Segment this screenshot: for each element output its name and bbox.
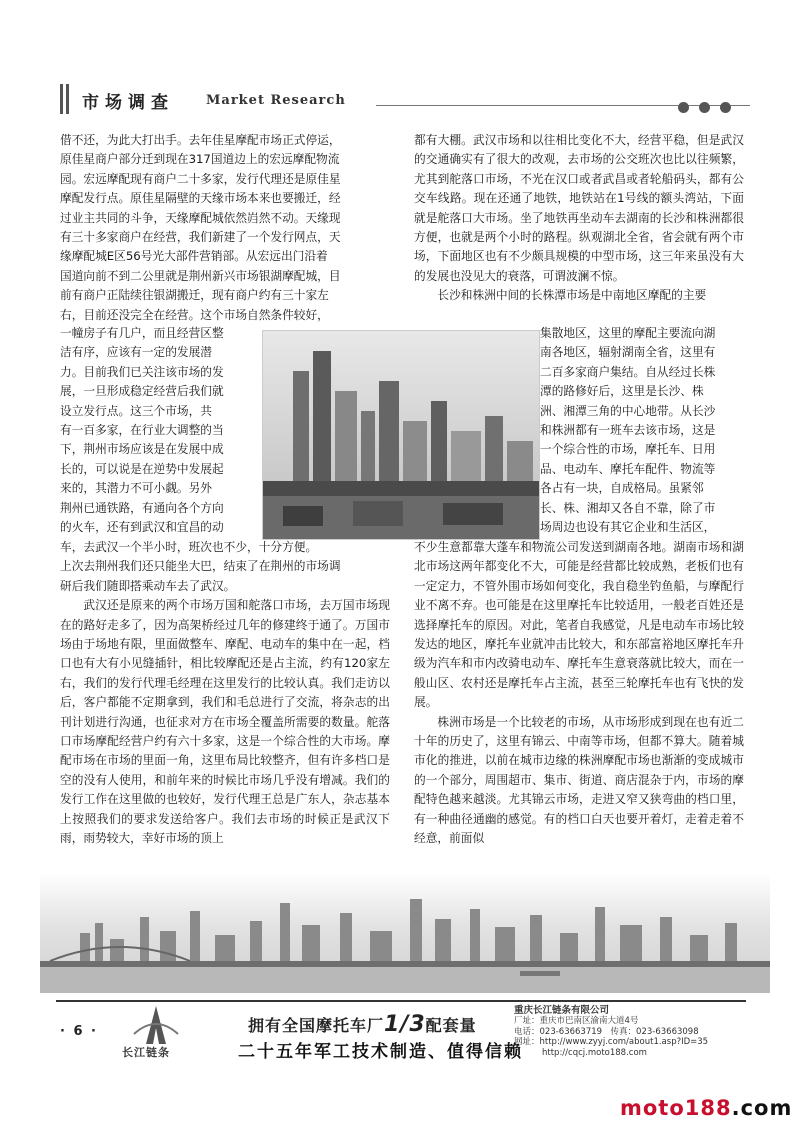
section-title-en: Market Research	[206, 93, 346, 108]
right-column-bottom	[414, 538, 744, 849]
page-number: · 6 ·	[60, 1024, 98, 1039]
text-line: 和株洲都有一班车去该市场，这是	[540, 423, 716, 438]
text-line: 长的，可以说是在逆势中发展起	[60, 461, 224, 476]
text-line: 洁有序，应该有一定的发展潜	[60, 345, 212, 360]
text-line: 荆州已通铁路，有通向各个方向	[60, 500, 224, 515]
text-line: 摩配发行点。原佳星隔壁的天缘市场本来也要搬迁，经	[60, 191, 341, 206]
page-header	[60, 82, 750, 122]
left-column-top	[60, 131, 390, 325]
text-line: 国道向前不到二公里就是荆州新兴市场银湖摩配城，目	[60, 268, 341, 283]
company-website-2: http://cqcj.moto188.com	[542, 1047, 647, 1058]
text-line: 缘摩配城E区56号光大部件营销部。从宏远出门沿着	[60, 249, 328, 264]
city-skyline-photo	[262, 330, 540, 540]
text-line: 有三十多家商户在经营，我们新建了一个发行网点，天	[60, 230, 341, 245]
company-info	[514, 1006, 744, 1058]
text-line: 前有商户正陆续往银湖搬迁，现有商户约有三十家左	[60, 288, 329, 303]
paragraph-changzhutan-first: 长沙和株洲中间的长株潭市场是中南地区摩配的主要	[437, 288, 707, 303]
text-line: 长、株、湘却又各自不靠，除了市	[540, 500, 716, 515]
slogan-fraction: 1/3	[384, 1012, 426, 1037]
text-line: 园。宏远摩配现有商户二十多家，发行代理还是原佳星	[60, 171, 341, 186]
text-line: 上次去荆州我们还只能坐大巴，结束了在荆州的市场调	[60, 559, 341, 574]
text-line: 车，去武汉一个半小时，班次也不少，十分方便。	[60, 540, 318, 554]
text-line: 的火车，还有到武汉和宜昌的动	[60, 520, 224, 535]
header-dots-decoration	[678, 98, 741, 117]
section-title-cn: 市场调查	[82, 93, 174, 113]
watermark-red: moto188	[620, 1096, 732, 1120]
left-column-wrap	[60, 324, 266, 537]
header-bars-decoration	[60, 84, 74, 114]
watermark-black: .com	[731, 1096, 793, 1120]
ad-slogan-line1	[248, 1012, 477, 1037]
text-line: 展，一旦形成稳定经营后我们就	[60, 384, 224, 399]
text-line: 集散地区，这里的摩配主要流向湖	[540, 326, 716, 340]
text-line: 右，目前还没完全在经营。这个市场自然条件较好，	[60, 307, 329, 322]
company-website: 网址：http://www.zyyj.com/about1.asp?ID=35	[514, 1037, 709, 1048]
city-skyline-image	[263, 331, 540, 540]
paragraph-changzhutan-rest: 不少生意都靠大蓬车和物流公司发送到湖南各地。湖南市场和湖北市场这两年都变化不大，可能是经营都比较成熟，老板们也有一定定力，不管外围市场如何变化，我自稳坐钓鱼船，与摩配行业不离不弃。也可能是在这里摩托车比较适用，一般老百姓还是选择摩托车的原因。对此，笔者自我感觉，凡是电动车市场比较发达的地区，摩托车业就冲击比较大，和东部富裕地区摩托车升级为汽车和市内改骑电动车、摩托车生意衰落就比较大，而在一般山区、农村还是摩托车占主流，甚至三轮摩托车也有飞快的发展。	[414, 540, 744, 710]
ad-slogan-line2: 二十五年军工技术制造、值得信赖	[238, 1042, 523, 1062]
text-line: 一个综合性的市场，摩托车、日用	[540, 442, 716, 457]
company-name: 重庆长江链条有限公司	[514, 1005, 610, 1016]
text-line: 原佳星商户部分迁到现在317国道边上的宏远摩配物流	[60, 152, 340, 167]
logo-emblem-icon	[120, 1004, 192, 1048]
site-watermark	[620, 1096, 792, 1120]
text-line: 研后我们随即搭乘动车去了武汉。	[60, 578, 236, 593]
logo-text: 长江链条	[122, 1046, 170, 1059]
text-line: 南各地区，辐射湖南全省，这里有	[540, 345, 716, 360]
right-column-wrap	[540, 324, 744, 537]
text-line: 各占有一块，自成格局。虽紧邻	[540, 481, 704, 496]
text-line: 力。目前我们已关注该市场的发	[60, 364, 224, 379]
text-line: 设立发行点。这三个市场，共	[60, 403, 212, 418]
company-phone: 电话：023-63663719 传真：023-63663098	[514, 1026, 699, 1037]
text-line: 借不还，为此大打出手。去年佳星摩配市场正式停运，	[60, 133, 341, 147]
text-line: 场周边也设有其它企业和生活区，	[540, 520, 716, 535]
text-line: 潭的路修好后，这里是长沙、株	[540, 384, 704, 399]
text-line: 过业主共同的斗争，天缘摩配城依然岿然不动。天缘现	[60, 210, 341, 225]
text-line: 二百多家商户集结。自从经过长株	[540, 364, 716, 379]
text-line: 一幢房子有几户，而且经营区整	[60, 326, 224, 340]
text-line: 来的，其潜力不可小觑。另外	[60, 481, 212, 496]
text-line: 下，荆州市场应该是在发展中成	[60, 442, 224, 457]
text-line: 有一百多家，在行业大调整的当	[60, 423, 224, 438]
slogan-post: 配套量	[425, 1016, 477, 1035]
paragraph-zhuzhou: 株洲市场是一个比较老的市场，从市场形成到现在也有近二十年的历史了，这里有锦云、中南等市场，但都不算大。随着城市化的推进，以前在城市边缘的株洲摩配市场也渐渐的变成城市的一个部分，周围超市、集市、街道、商店混杂于内，市场的摩配特色越来越淡。尤其锦云市场，走进又窄又狭弯曲的档口里，有一种曲径通幽的感觉。有的档口白天也要开着灯，走着走着不经意，前面似	[414, 714, 744, 846]
paragraph-wuhan-cont: 都有大棚。武汉市场和以往相比变化不大，经营平稳，但是武汉的交通确实有了很大的改观，去市场的公交班次也比以往频繁，尤其到舵落口市场，不光在汉口或者武昌或者轮船码头，都有公交车线路。现在还通了地铁，地铁站在1号线的额头湾站，下面就是舵落口大市场。坐了地铁再坐动车去湖南的长沙和株洲都很方便，也就是两个小时的路程。纵观湖北全省，省会就有两个市场，下面地区也有不少颇具规模的中型市场，这三年来虽没有大的发展也没见大的衰落，可谓波澜不惊。	[414, 133, 744, 283]
company-address: 厂址：重庆市巴南区渝南大道4号	[514, 1016, 639, 1027]
footer-rule	[56, 1000, 746, 1002]
slogan-pre: 拥有全国摩托车厂	[248, 1016, 385, 1035]
paragraph-wuhan: 武汉还是原来的两个市场万国和舵落口市场，去万国市场现在的路好走多了，因为高架桥经过几年的修建终于通了。万国市场由于场地有限，里面做整车、摩配、电动车的集中在一起，档口也有大有小见缝插针，相比较摩配还是占主流，约有120家左右，我们的发行代理毛经理在这里发行的比较认真。我们走访以后，客户都能不定期拿到，我们和毛总进行了交流，将杂志的出刊计划进行沟通，也征求对方在市场全覆盖所需要的数量。舵落口市场摩配经营户约有六十多家，这是一个综合性的大市场。摩配市场在市场的里面一角，这里布局比较整齐，但有许多档口是空的没有人使用，和前年来的时候比市场几乎没有增减。我们的发行工作在这里做的也较好，发行代理王总是广东人，杂志基本上按照我们的要求发送给客户。我们去市场的时候正是武汉下雨，雨势较大，幸好市场的顶上	[60, 598, 390, 846]
left-column-bottom	[60, 538, 390, 849]
text-line: 品、电动车、摩托车配件、物流等	[540, 461, 716, 476]
right-column-top	[414, 131, 744, 306]
text-line: 洲、湘潭三角的中心地带。从长沙	[540, 403, 716, 418]
city-panorama-image	[40, 873, 770, 993]
